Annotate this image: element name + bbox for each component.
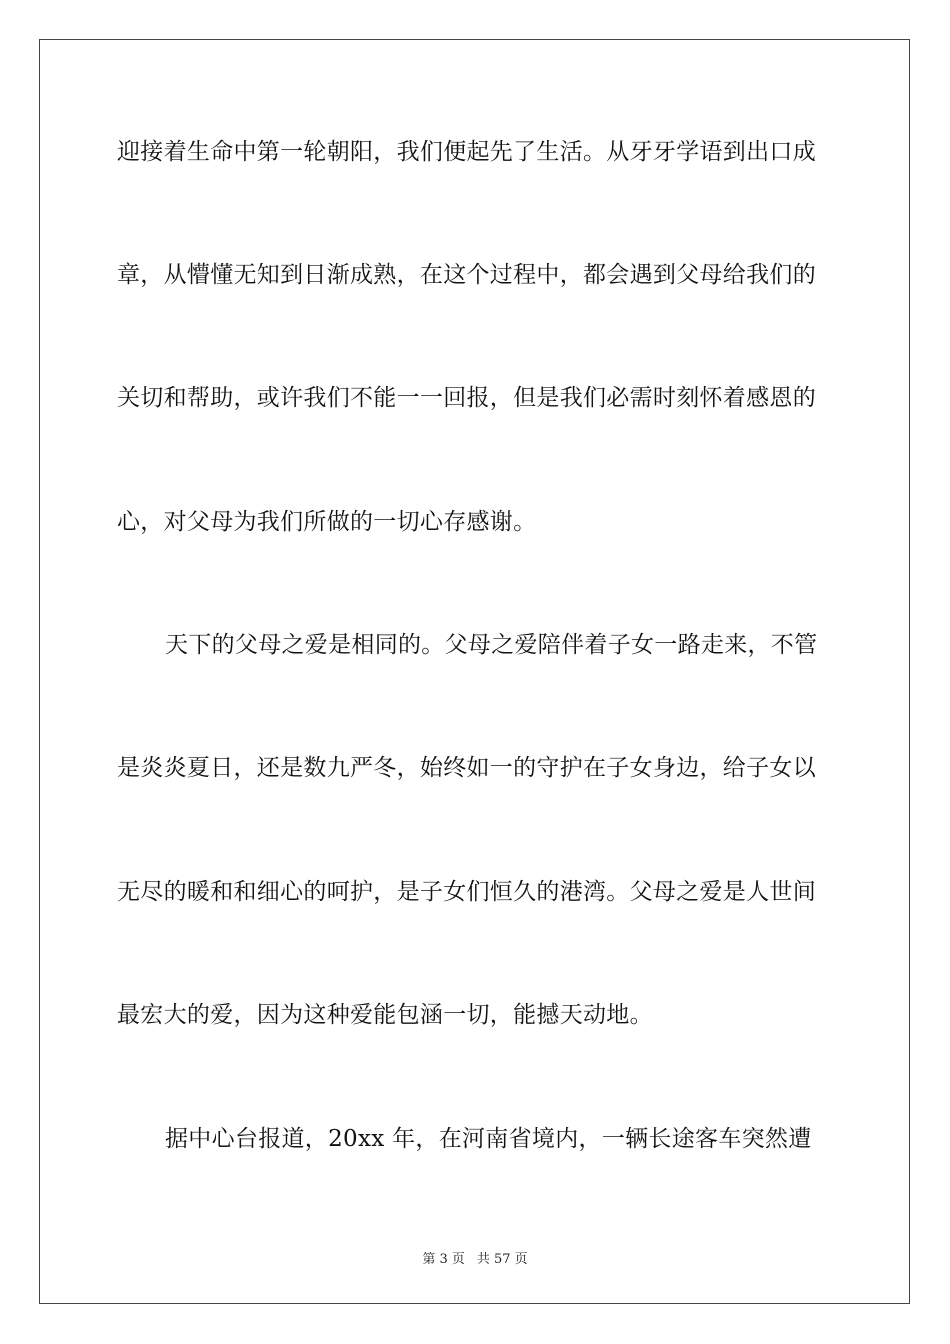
- paragraph-line: 章，从懵懂无知到日渐成熟，在这个过程中，都会遇到父母给我们的: [117, 262, 816, 288]
- paragraph-line: 关切和帮助，或许我们不能一一回报，但是我们必需时刻怀着感恩的: [117, 385, 816, 411]
- paragraph-line: 最宏大的爱，因为这种爱能包涵一切，能撼天动地。: [117, 1002, 653, 1028]
- page-footer: [0, 1248, 950, 1267]
- paragraph-line: 天下的父母之爱是相同的。父母之爱陪伴着子女一路走来，不管: [165, 632, 818, 658]
- paragraph-line: 无尽的暖和和细心的呵护，是子女们恒久的港湾。父母之爱是人世间: [117, 879, 816, 905]
- paragraph-line: 是炎炎夏日，还是数九严冬，始终如一的守护在子女身边，给子女以: [117, 755, 816, 781]
- paragraph-line: 据中心台报道，20xx 年，在河南省境内，一辆长途客车突然遭: [165, 1126, 812, 1152]
- paragraph-line: 迎接着生命中第一轮朝阳，我们便起先了生活。从牙牙学语到出口成: [117, 139, 816, 165]
- page-number: 第 3 页: [422, 1252, 465, 1267]
- paragraph-line: 心，对父母为我们所做的一切心存感谢。: [117, 509, 537, 535]
- total-pages: 共 57 页: [476, 1252, 528, 1267]
- page-border: [39, 39, 910, 1304]
